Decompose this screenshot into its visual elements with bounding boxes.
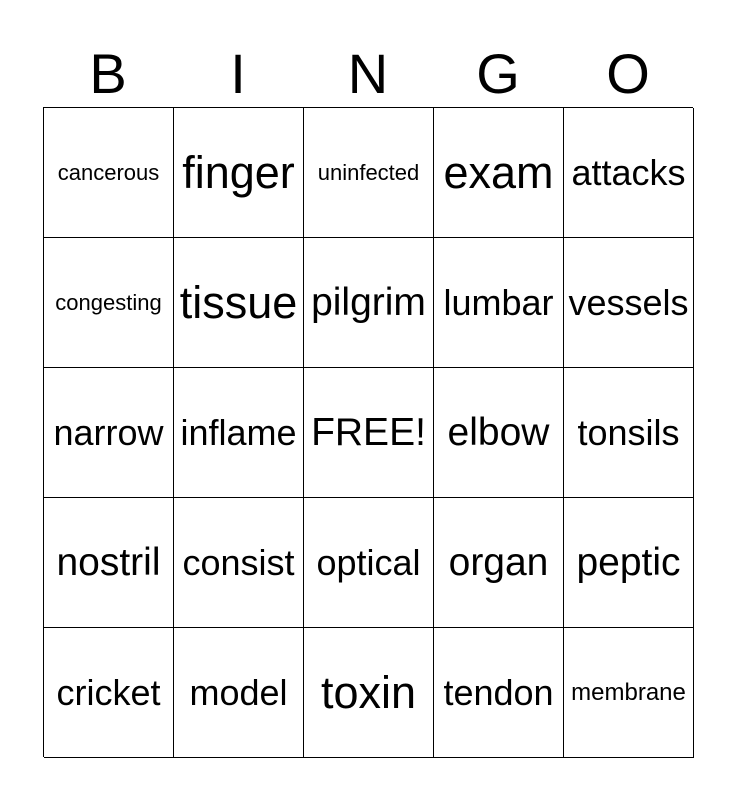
bingo-cell[interactable]: tissue xyxy=(174,238,304,368)
header-letter-n: N xyxy=(347,42,389,105)
bingo-cell[interactable]: membrane xyxy=(564,628,694,758)
bingo-cell[interactable]: inflame xyxy=(174,368,304,498)
bingo-cell[interactable]: cancerous xyxy=(44,108,174,238)
bingo-cell[interactable]: exam xyxy=(434,108,564,238)
bingo-cell[interactable]: pilgrim xyxy=(304,238,434,368)
bingo-cell[interactable]: tonsils xyxy=(564,368,694,498)
bingo-header xyxy=(43,40,693,108)
bingo-cell[interactable]: attacks xyxy=(564,108,694,238)
bingo-cell[interactable]: organ xyxy=(434,498,564,628)
free-space[interactable]: FREE! xyxy=(304,368,434,498)
bingo-cell[interactable]: vessels xyxy=(564,238,694,368)
bingo-board xyxy=(43,107,693,757)
header-letter-o: O xyxy=(606,42,650,105)
header-letter-i: I xyxy=(230,42,246,105)
bingo-cell[interactable]: model xyxy=(174,628,304,758)
bingo-cell[interactable]: peptic xyxy=(564,498,694,628)
header-letter-b: B xyxy=(89,42,127,105)
bingo-cell[interactable]: elbow xyxy=(434,368,564,498)
header-letter-g: G xyxy=(476,42,520,105)
bingo-cell[interactable]: tendon xyxy=(434,628,564,758)
bingo-cell[interactable]: consist xyxy=(174,498,304,628)
bingo-cell[interactable]: toxin xyxy=(304,628,434,758)
bingo-cell[interactable]: optical xyxy=(304,498,434,628)
bingo-cell[interactable]: lumbar xyxy=(434,238,564,368)
bingo-cell[interactable]: nostril xyxy=(44,498,174,628)
bingo-cell[interactable]: uninfected xyxy=(304,108,434,238)
bingo-cell[interactable]: finger xyxy=(174,108,304,238)
bingo-cell[interactable]: congesting xyxy=(44,238,174,368)
bingo-cell[interactable]: cricket xyxy=(44,628,174,758)
bingo-cell[interactable]: narrow xyxy=(44,368,174,498)
